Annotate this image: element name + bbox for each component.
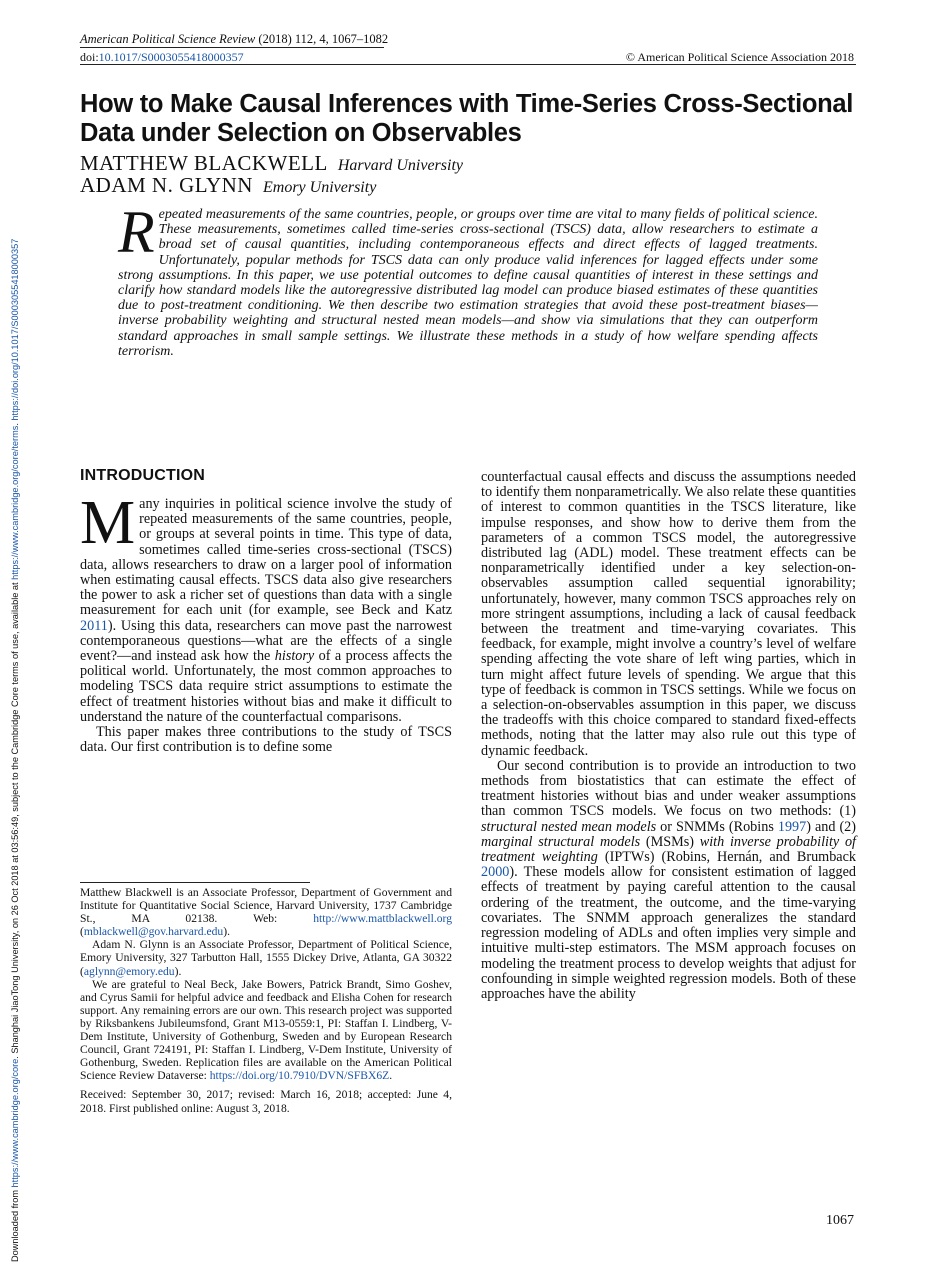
intro-r2-emphasis-3: with inverse probability of treatment weighting	[481, 833, 856, 866]
footnote-author-2	[80, 938, 452, 977]
journal-volume: (2018) 112, 4, 1067–1082	[255, 32, 389, 46]
email-link[interactable]: mblackwell@gov.harvard.edu	[83, 925, 224, 939]
email-link[interactable]: aglynn@emory.edu	[83, 964, 175, 978]
intro-paragraph-1	[80, 489, 452, 725]
intro-r2-text-c: ) and (2)	[806, 818, 857, 835]
download-notice	[10, 102, 20, 1262]
page-number: 1067	[826, 1213, 854, 1228]
fn1-text-b: (	[80, 925, 84, 939]
right-column	[481, 470, 856, 1002]
footnote-acknowledgments	[80, 978, 452, 1083]
doi-prefix: doi:	[80, 50, 99, 64]
citation-link[interactable]: 1997	[777, 818, 807, 835]
title-line-2: Data under Selection on Observables	[80, 119, 522, 147]
website-link[interactable]: http://www.mattblackwell.org	[313, 912, 452, 926]
dataverse-link[interactable]: https://doi.org/10.7910/DVN/SFBX6Z	[209, 1069, 390, 1083]
intro-r2-text-b: or SNMMs (Robins	[656, 818, 778, 835]
section-heading-introduction: INTRODUCTION	[80, 467, 206, 484]
intro-r2-text-a: Our second contribution is to provide an introduction to two methods from biostatistics that can estimate the effect of treatment histories without bias and under weaker assumptions than common TSCS models. We focus on two methods: (1)	[481, 757, 856, 820]
intro-r2-emphasis-2: marginal structural models	[481, 833, 641, 850]
journal-name: American Political Science Review	[80, 32, 256, 46]
intro-paragraph-3: counterfactual causal effects and discuss the assumptions needed to identify them nonparametrically. We also relate these quantities of interest to common quantities in the TSCS literature, like impulse responses, and show how to derive them from the parameters of a common TSCS model, the autoregressive distributed lag (ADL) model. These treatment effects can be nonparametrically identified under a key selection-on-observables assumption called sequential ignorability; unfortunately, however, many common TSCS approaches rely on more stringent assumptions, including a lack of causal feedback between the treatment and time-varying covariates. This feedback, for example, might involve a country’s level of welfare spending affecting the vote share of left wing parties, which in turn might affect future levels of spending. We argue that this type of feedback is common in TSCS settings. While we focus on a selection-on-observables assumption in this paper, we discuss the tradeoffs with this choice compared to standard fixed-effects methods, noting that the latter may also rule out this type of dynamic feedback.	[481, 469, 856, 759]
author-name: ADAM N. GLYNN	[80, 173, 253, 197]
intro-r2-text-f: ). These models allow for consistent estimation of lagged effects of treatment by paying careful attention to the causal ordering of the treatment, the outcome, and the time-varying covariates. The SNMM approach generalizes the standard regression modeling of ADLs and often implies very simple and intuitive multi-step estimators. The MSM approach focuses on modeling the treatment process to develop weights that adjust for confounding in simple weighted regression models. Both of these approaches have the ability	[481, 864, 856, 1002]
author-affiliation: Emory University	[262, 179, 377, 196]
footnotes	[80, 886, 452, 1115]
fn1-text-a: Matthew Blackwell is an Associate Professor, Department of Government and Institute for Quantitative Social Science, Harvard University, 1737 Cambridge St., MA 02138. Web:	[80, 886, 452, 926]
header-rule-full	[80, 64, 856, 65]
citation-link[interactable]: 2011	[80, 617, 108, 634]
abstract-text: epeated measurements of the same countries, people, or groups over time are vital to many fields of political science. These measurements, sometimes called time-series cross-sectional (TSCS) data, allow researchers to estimate a broad set of causal quantities, including contemporaneous effects and direct effects of lagged treatments. Unfortunately, popular methods for TSCS data can only produce valid inferences for lagged effects under some strong assumptions. In this paper, we use potential outcomes to define causal quantities of interest in these settings and clarify how standard models like the autoregressive distributed lag model can produce biased estimates of these quantities due to post-treatment conditioning. We then describe two estimation strategies that avoid these post-treatment biases—inverse probability weighting and structural nested mean models—and show via simulations that they can outperform standard approaches in small sample settings. We illustrate these methods in a study of how welfare spending affects terrorism.	[118, 207, 818, 359]
intro-r2-text-e: (IPTWs) (Robins, Hernán, and Brumback	[597, 849, 856, 866]
intro-r2-text-d: (MSMs)	[640, 833, 700, 850]
journal-citation	[80, 32, 388, 47]
intro-p1-text-a: any inquiries in political science involve the study of repeated measurements of the same countries, people, or groups at several points in time. This type of data, sometimes called time-series cross-sectional (TSCS) data, allows researchers to draw on a larger pool of information when estimating causal effects. TSCS data also give researchers the power to ask a richer set of questions than data with a single measurement for each unit (for example, see Beck and Katz	[80, 496, 452, 619]
download-mid: . Shanghai JiaoTong University, on 26 Oct 2018 at 03:56:49, subject to the Cambridge Core terms of use, available at	[10, 579, 20, 1059]
fn1-text-c: ).	[223, 925, 230, 939]
received-dates: Received: September 30, 2017; revised: March 16, 2018; accepted: June 4, 2018. First published online: August 3, 2018.	[80, 1088, 452, 1115]
intro-p1-text-c: of a process affects the political world. Unfortunately, the most common approaches to modeling TSCS data require strict assumptions to estimate the effect of treatment histories without bias and make it difficult to understand the nature of the counterfactual comparisons.	[80, 648, 452, 725]
doi-line	[80, 50, 244, 65]
abstract-dropcap: R	[118, 199, 155, 265]
header-rule	[80, 47, 384, 48]
article-title	[80, 90, 860, 148]
download-prefix: Downloaded from	[10, 1187, 20, 1262]
terms-link[interactable]: https://www.cambridge.org/core/terms	[10, 425, 20, 580]
citation-link[interactable]: 2000	[481, 864, 510, 881]
footnote-rule	[80, 882, 310, 883]
article-doi-link[interactable]: https://doi.org/10.1017/S0003055418000357	[10, 238, 20, 421]
left-column	[80, 489, 452, 756]
fn2-text-a: Adam N. Glynn is an Associate Professor, Department of Political Science, Emory University, 327 Tarbutton Hall, 1555 Dickey Drive, Atlanta, GA 30322 (	[80, 938, 452, 978]
intro-r2-emphasis-1: structural nested mean models	[481, 818, 657, 835]
intro-p1-emphasis: history	[274, 648, 315, 665]
intro-p1-text-b: ). Using this data, researchers can move past the narrowest contemporaneous questions—what are the effects of a single event?—and instead ask how the	[80, 617, 452, 665]
fn3-text-a: We are grateful to Neal Beck, Jake Bowers, Patrick Brandt, Simo Goshev, and Cyrus Samii for helpful advice and feedback and Elisha Cohen for research support. Any remaining errors are our own. This research project was supported by Riksbankens Jubileumsfond, Grant M13-0559:1, PI: Staffan I. Lindberg, V-Dem Institute, University of Gothenburg, Sweden and by European Research Council, Grant 724191, PI: Staffan I. Lindberg, V-Dem Institute, University of Gothenburg, Sweden. Replication files are available on the American Political Science Review Dataverse:	[80, 977, 452, 1083]
intro-paragraph-2: This paper makes three contributions to the study of TSCS data. Our first contribution is to define some	[80, 724, 452, 756]
title-line-1: How to Make Causal Inferences with Time-Series Cross-Sectional	[80, 90, 854, 118]
author-name: MATTHEW BLACKWELL	[80, 151, 328, 175]
doi-link[interactable]: 10.1017/S0003055418000357	[98, 50, 244, 64]
intro-dropcap: M	[80, 489, 136, 557]
author-affiliation: Harvard University	[337, 157, 463, 174]
intro-paragraph-4	[481, 759, 856, 1002]
author-2	[80, 174, 376, 199]
download-sep: .	[10, 420, 20, 426]
copyright-notice: © American Political Science Association 2018	[625, 50, 854, 64]
abstract	[118, 199, 818, 359]
footnote-author-1	[80, 886, 452, 938]
cambridge-core-link[interactable]: https://www.cambridge.org/core	[10, 1058, 20, 1188]
fn2-text-b: ).	[174, 964, 182, 978]
fn3-text-b: .	[389, 1069, 393, 1083]
